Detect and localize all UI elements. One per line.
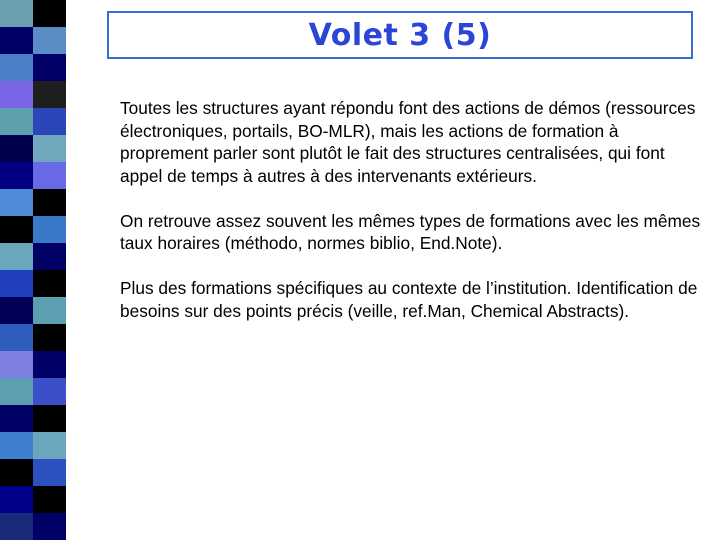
stripe-block [33, 378, 66, 405]
stripe-block [0, 81, 33, 108]
stripe-block [0, 54, 33, 81]
stripe-block [0, 270, 33, 297]
stripe-row [0, 54, 66, 81]
stripe-row [0, 270, 66, 297]
stripe-block [0, 324, 33, 351]
stripe-block [33, 162, 66, 189]
stripe-row [0, 405, 66, 432]
title-box [107, 11, 693, 59]
stripe-block [33, 270, 66, 297]
stripe-block [33, 0, 66, 27]
stripe-block [0, 243, 33, 270]
stripe-row [0, 108, 66, 135]
stripe-row [0, 135, 66, 162]
paragraph-3: Plus des formations spécifiques au contexte de l’institution. Identification de besoins sur des points précis (veille, ref.Man, Chemical Abstracts). [120, 278, 698, 321]
stripe-block [33, 459, 66, 486]
stripe-block [0, 459, 33, 486]
stripe-block [0, 189, 33, 216]
stripe-block [33, 216, 66, 243]
stripe-row [0, 162, 66, 189]
stripe-row [0, 459, 66, 486]
stripe-block [33, 189, 66, 216]
slide-title: Volet 3 (5) [308, 17, 492, 53]
stripe-row [0, 189, 66, 216]
stripe-row [0, 378, 66, 405]
decorative-stripe [0, 0, 66, 540]
stripe-block [0, 513, 33, 540]
stripe-block [33, 27, 66, 54]
paragraph-2: On retrouve assez souvent les mêmes types de formations avec les mêmes taux horaires (méthodo, normes biblio, End.Note). [120, 210, 701, 253]
stripe-row [0, 324, 66, 351]
stripe-block [0, 378, 33, 405]
stripe-block [0, 216, 33, 243]
stripe-row [0, 513, 66, 540]
stripe-row [0, 216, 66, 243]
stripe-block [0, 162, 33, 189]
stripe-block [0, 27, 33, 54]
stripe-row [0, 432, 66, 459]
stripe-block [33, 432, 66, 459]
stripe-block [33, 135, 66, 162]
stripe-block [0, 405, 33, 432]
stripe-block [33, 108, 66, 135]
slide-body [120, 97, 710, 345]
stripe-block [33, 297, 66, 324]
stripe-block [33, 243, 66, 270]
stripe-row [0, 351, 66, 378]
stripe-block [33, 81, 66, 108]
stripe-row [0, 486, 66, 513]
stripe-block [33, 486, 66, 513]
stripe-row [0, 27, 66, 54]
stripe-block [0, 351, 33, 378]
stripe-block [33, 351, 66, 378]
paragraph-1: Toutes les structures ayant répondu font des actions de démos (ressources électroniques, portails, BO-MLR), mais les actions de formation à proprement parler sont plutôt le fait des structures centralisées, qui font appel de temps à autres à des intervenants extérieurs. [120, 98, 696, 186]
stripe-row [0, 0, 66, 27]
stripe-block [0, 135, 33, 162]
stripe-block [33, 54, 66, 81]
stripe-row [0, 81, 66, 108]
stripe-block [0, 486, 33, 513]
stripe-block [0, 0, 33, 27]
stripe-row [0, 297, 66, 324]
stripe-block [0, 297, 33, 324]
stripe-block [33, 324, 66, 351]
stripe-row [0, 243, 66, 270]
stripe-block [33, 513, 66, 540]
stripe-block [0, 108, 33, 135]
stripe-block [0, 432, 33, 459]
stripe-block [33, 405, 66, 432]
